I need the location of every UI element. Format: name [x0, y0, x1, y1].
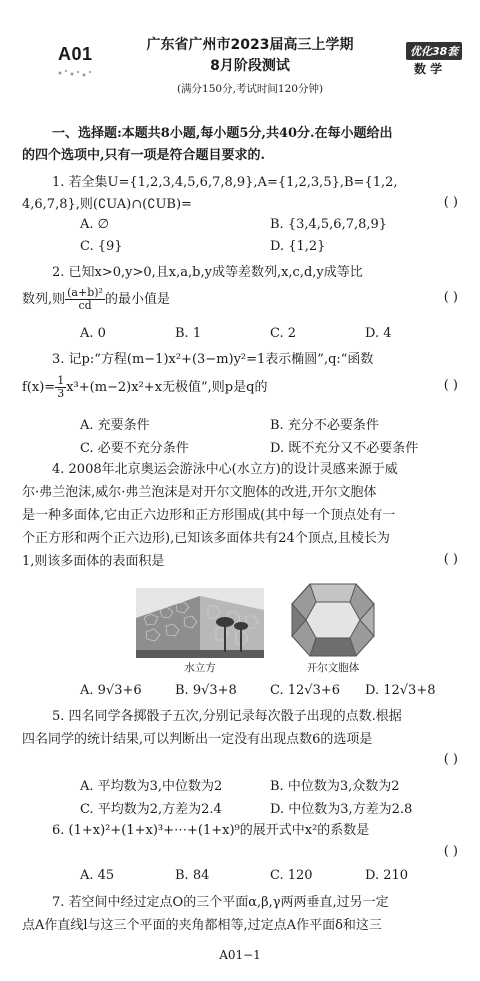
q5-option-c: C. 平均数为2,方差为2.4	[80, 802, 222, 817]
q3-stem-line1: 3. 记p:“方程(m−1)x²+(3−m)y²=1表示椭圆”,q:“函数	[52, 352, 374, 367]
q3-stem-prefix: f(x)=	[22, 380, 56, 395]
decorative-dots	[56, 66, 96, 80]
q1-option-d: D. {1,2}	[270, 239, 326, 254]
q4-option-c: C. 12√3+6	[270, 683, 341, 698]
q1-option-b: B. {3,4,5,6,7,8,9}	[270, 217, 388, 232]
q2-stem-line2	[22, 286, 462, 314]
q4-stem-line4: 个正方形和两个正六边形),已知该多面体共有24个顶点,且棱长为	[22, 531, 390, 546]
subject-label: 数 学	[414, 62, 443, 76]
q6-option-c: C. 120	[270, 868, 313, 883]
q2-fraction-denominator: cd	[78, 299, 92, 312]
q3-fraction-denominator: 3	[57, 387, 65, 400]
q5-stem-line1: 5. 四名同学各掷骰子五次,分别记录每次骰子出现的点数.根据	[52, 709, 402, 724]
q6-option-a: A. 45	[80, 868, 115, 883]
q4-option-b: B. 9√3+8	[175, 683, 237, 698]
water-cube-caption: 水立方	[184, 662, 216, 674]
q5-stem-line2: 四名同学的统计结果,可以判断出一定没有出现点数6的选项是	[22, 732, 373, 747]
q2-option-c: C. 2	[270, 326, 297, 341]
section-heading-line2: 的四个选项中,只有一项是符合题目要求的.	[22, 148, 266, 163]
q7-stem-line2: 点A作直线l与这三个平面的夹角都相等,过定点A作平面δ和这三	[22, 918, 382, 933]
q3-stem-line2	[22, 374, 462, 402]
q6-option-d: D. 210	[365, 868, 409, 883]
brand-logo: 优化38套	[406, 42, 462, 60]
q3-fraction-numerator: 1	[57, 374, 65, 387]
q2-option-a: A. 0	[80, 326, 106, 341]
water-cube-photo	[136, 588, 264, 658]
page-number: A01−1	[219, 948, 261, 962]
q2-option-d: D. 4	[365, 326, 392, 341]
q2-stem-line1: 2. 已知x>0,y>0,且x,a,b,y成等差数列,x,c,d,y成等比	[52, 265, 363, 280]
q2-fraction-numerator: (a+b)²	[67, 286, 103, 299]
q1-option-a: A. ∅	[80, 217, 109, 232]
kelvin-cell-caption: 开尔文胞体	[306, 662, 360, 674]
q3-option-b: B. 充分不必要条件	[270, 418, 379, 433]
q2-option-b: B. 1	[175, 326, 202, 341]
paper-code: A01	[58, 44, 93, 64]
q2-answer-paren: ( )	[443, 290, 458, 305]
q4-option-a: A. 9√3+6	[80, 683, 142, 698]
q6-answer-paren: ( )	[443, 844, 458, 859]
exam-title-line1: 广东省广州市2023届高三上学期	[146, 37, 354, 53]
q4-answer-paren: ( )	[443, 552, 458, 567]
q6-stem-line1: 6. (1+x)²+(1+x)³+⋯+(1+x)⁹的展开式中x²的系数是	[52, 823, 370, 838]
q2-stem-prefix: 数列,则	[22, 292, 66, 307]
q5-option-a: A. 平均数为3,中位数为2	[80, 779, 223, 794]
q1-stem-line1: 1. 若全集U={1,2,3,4,5,6,7,8,9},A={1,2,3,5},B={1,2,	[52, 175, 398, 190]
q3-fraction	[55, 375, 66, 400]
q4-stem-line2: 尔·弗兰泡沫,威尔·弗兰泡沫是对开尔文胞体的改进,开尔文胞体	[22, 485, 377, 500]
q2-stem-suffix: 的最小值是	[104, 292, 170, 307]
q4-stem-line5: 1,则该多面体的表面积是	[22, 554, 165, 569]
q1-option-c: C. {9}	[80, 239, 123, 254]
q7-stem-line1: 7. 若空间中经过定点O的三个平面α,β,γ两两垂直,过另一定	[52, 895, 389, 910]
q4-stem-line1: 4. 2008年北京奥运会游泳中心(水立方)的设计灵感来源于威	[52, 462, 398, 477]
kelvin-cell-figure	[290, 580, 376, 660]
q3-answer-paren: ( )	[443, 378, 458, 393]
q3-option-c: C. 必要不充分条件	[80, 441, 189, 456]
q1-stem-line2: 4,6,7,8},则(∁UA)∩(∁UB)=	[22, 197, 192, 212]
q2-fraction	[65, 287, 105, 312]
q5-option-b: B. 中位数为3,众数为2	[270, 779, 400, 794]
exam-title-line2: 8月阶段测试	[210, 58, 290, 74]
q1-answer-paren: ( )	[443, 195, 458, 210]
q3-option-d: D. 既不充分又不必要条件	[270, 441, 419, 456]
q4-stem-line3: 是一种多面体,它由正六边形和正方形围成(其中每一个顶点处有一	[22, 508, 396, 523]
exam-subtitle: (满分150分,考试时间120分钟)	[176, 83, 324, 95]
q5-answer-paren: ( )	[443, 752, 458, 767]
q6-option-b: B. 84	[175, 868, 210, 883]
q4-option-d: D. 12√3+8	[365, 683, 436, 698]
q3-stem-suffix: x³+(m−2)x²+x无极值”,则p是q的	[66, 380, 268, 395]
q3-option-a: A. 充要条件	[80, 418, 150, 433]
q5-option-d: D. 中位数为3,方差为2.8	[270, 802, 413, 817]
section-heading-line1: 一、选择题:本题共8小题,每小题5分,共40分.在每小题给出	[52, 126, 393, 141]
